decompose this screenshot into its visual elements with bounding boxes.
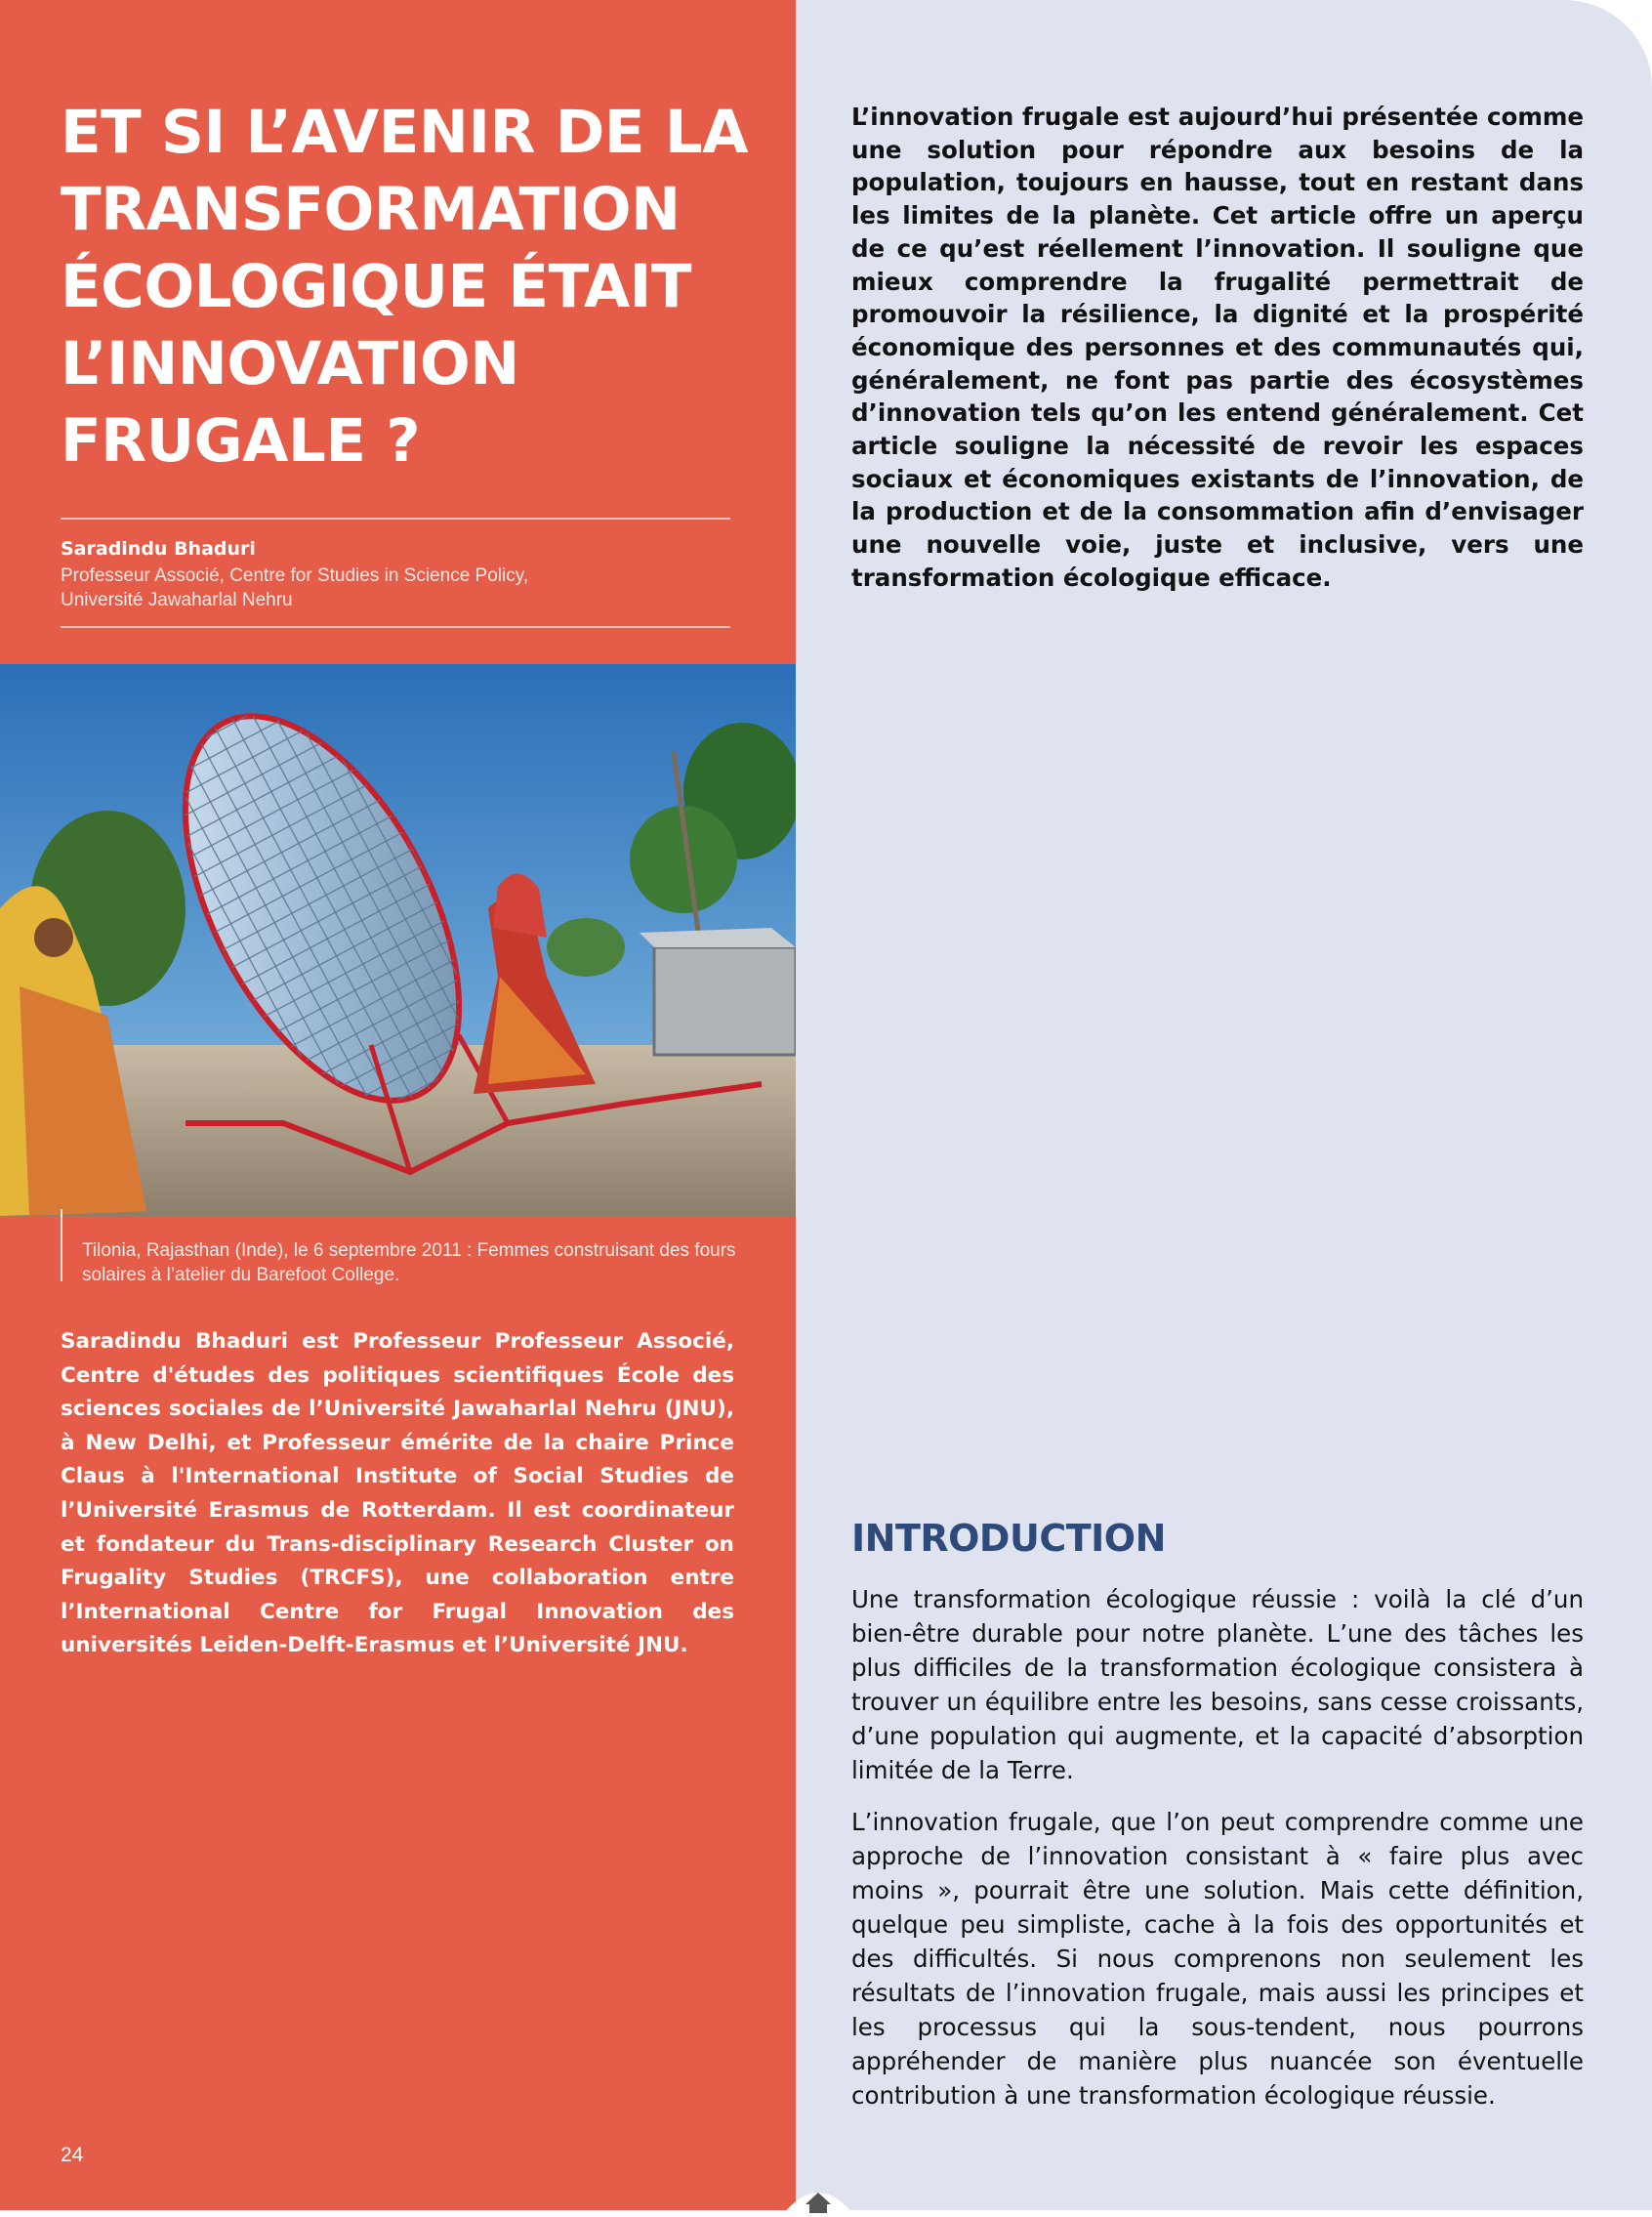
divider-top [61,518,730,520]
page-number: 24 [61,2144,84,2166]
home-icon[interactable] [784,2184,852,2213]
intro-paragraph-1: Une transformation écologique réussie : voilà la clé d’un bien-être durable pour notre planète. L’une des tâches les plus difficiles de la transformation écologique consistera à trouver un équilibre entre les besoins, sans cesse croissants, d’une population qui augmente, et la capacité d’absorption limitée de la Terre. [851,1585,1584,1784]
author-bio: Saradindu Bhaduri est Professeur Professeur Associé, Centre d'études des politiques scientifiques École des sciences sociales de l’Université Jawaharlal Nehru (JNU), à New Delhi, et Professeur émérite de la chaire Prince Claus à l'International Institute of Social Studies de l’Université Erasmus de Rotterdam. Il est coordinateur et fondateur du Trans-disciplinary Research Cluster on Frugality Studies (TRCFS), une collaboration entre l’International Centre for Frugal Innovation des universités Leiden-Delft-Erasmus et l’Université JNU. [61,1329,734,1658]
author-name: Saradindu Bhaduri [61,538,256,560]
section-heading-introduction: INTRODUCTION [851,1517,1166,1560]
photo-caption: Tilonia, Rajasthan (Inde), le 6 septembre 2011 : Femmes construisant des fours solaires à l’atelier du Barefoot College. [82,1240,736,1285]
caption-marker [61,1209,62,1281]
article-title: ET SI L’AVENIR DE LA TRANSFORMATION ÉCOLOGIQUE ÉTAIT L’INNOVATION FRUGALE ? [61,98,748,476]
intro-paragraph-2: L’innovation frugale, que l’on peut comprendre comme une approche de l’innovation consistant à « faire plus avec moins », pourrait être une solution. Mais cette définition, quelque peu simpliste, cache à la fois des opportunités et des difficultés. Si nous comprenons non seulement les résultats de l’innovation frugale, mais aussi les principes et les processus qui la sous-tendent, nous pourrons appréhender de manière plus nuancée son éventuelle contribution à une transformation écologique réussie. [851,1808,1584,2110]
divider-bottom [61,626,730,628]
abstract: L’innovation frugale est aujourd’hui présentée comme une solution pour répondre aux besoins de la population, toujours en hausse, tout en restant dans les limites de la planète. Cet article offre un aperçu de ce qu’est réellement l’innovation. Il souligne que mieux comprendre la frugalité permettrait de promouvoir la résilience, la dignité et la prospérité économique des personnes et des communautés qui, généralement, ne font pas partie des écosystèmes d’innovation tels qu’on les entend généralement. Cet article souligne la nécessité de revoir les espaces sociaux et économiques existants de l’innovation, de la production et de la consommation afin d’envisager une nouvelle voie, juste et inclusive, vers une transformation écologique efficace. [851,103,1584,592]
solar-cooker-photo [0,664,796,1216]
author-affiliation: Professeur Associé, Centre for Studies in Science Policy, Université Jawaharlal Nehru [61,565,529,610]
